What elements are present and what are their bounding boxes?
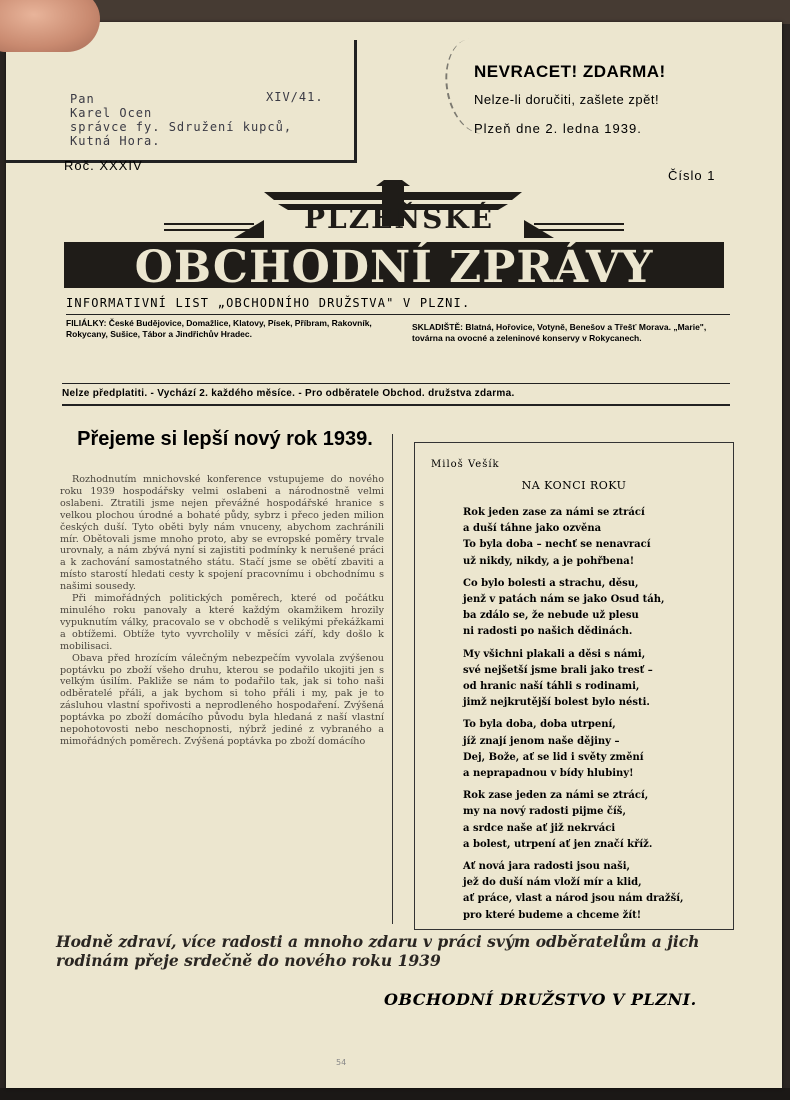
poem-line: od hranic naší táhli s rodinami, bbox=[463, 681, 640, 693]
poem-line: ni radosti po našich dědinách. bbox=[463, 626, 633, 638]
return-note: Nelze-li doručiti, zašlete zpět! bbox=[474, 92, 660, 107]
poem-stanza bbox=[463, 859, 729, 924]
poem-stanza bbox=[463, 505, 729, 570]
poem-line: To byla doba – nechť se nenavrací bbox=[463, 539, 651, 551]
poem-stanza bbox=[463, 576, 729, 641]
issue-number: Číslo 1 bbox=[668, 168, 716, 183]
poem-line: My všichni plakali a děsi s námi, bbox=[463, 648, 646, 660]
thumb-holding-page bbox=[0, 0, 100, 52]
poem-line: my na nový radosti pijme číš, bbox=[463, 806, 626, 818]
background-table-bottom bbox=[0, 1088, 790, 1100]
address-line-4: Kutná Hora. bbox=[70, 134, 161, 148]
masthead-subtitle: INFORMATIVNÍ LIST „OBCHODNÍHO DRUŽSTVA" V PLZNI. bbox=[66, 296, 730, 315]
address-line-2: Karel Ocen bbox=[70, 106, 153, 120]
poem-line: Ať nová jara radosti jsou naši, bbox=[463, 861, 630, 873]
article-paragraph: Při mimořádných politických poměrech, které od počátku minulého roku panovaly a které každým okamžikem hrozily vypuknutím války, pracovalo se v obchodě s velikými překážkami a obtížemi. Obtíže tyto vyvrcholily v měsíci září, kdy došlo k mobilisaci. bbox=[60, 593, 384, 652]
poem-line: jíž znají jenom naše dějiny – bbox=[463, 735, 620, 747]
volume-label: Roč. XXXIV bbox=[64, 158, 143, 173]
background-table-top bbox=[0, 0, 790, 24]
poem-line: a duší táhne jako ozvěna bbox=[463, 523, 602, 535]
poem-line: Dej, Bože, ať se lid i světy změní bbox=[463, 751, 644, 763]
address-line-1: Pan bbox=[70, 92, 95, 106]
poem-line: Rok jeden zase za námi se ztrácí bbox=[463, 507, 645, 518]
column-divider bbox=[392, 434, 393, 924]
poem-line: a neprapadnou v bídy hlubiny! bbox=[463, 768, 634, 780]
poem-line: už nikdy, nikdy, a je pohřbena! bbox=[463, 555, 635, 567]
notice-do-not-return: NEVRACET! ZDARMA! bbox=[474, 62, 666, 81]
poem-line: ba zdálo se, že nebude už plesu bbox=[463, 610, 639, 622]
poem-line: a bolest, utrpení ať jen značí kříž. bbox=[463, 838, 653, 850]
signature: OBCHODNÍ DRUŽSTVO V PLZNI. bbox=[384, 990, 697, 1009]
poem-line: jež do duší nám vloží mír a klid, bbox=[463, 877, 642, 889]
poem-line: pro které budeme a chceme žít! bbox=[463, 909, 642, 921]
issue-date: Plzeň dne 2. ledna 1939. bbox=[474, 121, 642, 136]
masthead-title: OBCHODNÍ ZPRÁVY bbox=[134, 242, 654, 293]
poem-stanza bbox=[463, 647, 729, 712]
address-label bbox=[6, 40, 357, 163]
poem-line: Co bylo bolesti a strachu, děsu, bbox=[463, 577, 639, 589]
page-mark: 54 bbox=[336, 1058, 347, 1067]
masthead-top-word: PLZEŇSKÉ bbox=[303, 202, 494, 235]
poem-line: ať práce, vlast a národ jsou nám dražší, bbox=[463, 893, 684, 905]
new-year-wish: Hodně zdraví, více radosti a mnoho zdaru v práci svým odběratelům a jich rodinám přeje srdečně do nového roku 1939 bbox=[56, 932, 700, 970]
masthead bbox=[64, 162, 724, 292]
poem-line: Rok zase jeden za námi se ztrácí, bbox=[463, 790, 649, 802]
poem-line: To byla doba, doba utrpení, bbox=[463, 719, 616, 731]
poem-author: Miloš Vešík bbox=[431, 459, 500, 470]
address-line-3: správce fy. Sdružení kupců, bbox=[70, 120, 293, 134]
poem-box bbox=[414, 442, 734, 930]
subscription-line: Nelze předplatiti. - Vychází 2. každého měsíce. - Pro odběratele Obchod. družstva zdarma. bbox=[62, 383, 730, 406]
poem-line: jimž nejkrutější bolest bylo nésti. bbox=[463, 697, 650, 709]
address-code: XIV/41. bbox=[266, 90, 324, 104]
poem-line: své nejšetší jsme brali jako tresť – bbox=[463, 664, 653, 676]
article-paragraph: Obava před hrozícím válečným nebezpečím vyvolala zvýšenou poptávku po zboží všeho druhu, kterou se podařilo ukojiti jen s velkým úsilím. Pakliže se nám to podařilo tak, jak si toho naši odběratelé přáli, a jak bychom si toho přáli i my, pak je to zásluhou vlastní spořivosti a neprodleného hospodaření. Zvýšená poptávka po zboží domácího původu byla hledaná z naší vlastní nepohotovosti nebo neschopnosti, nýbrž jediné z vybraného a mimořádných poměrech. Zvýšená poptávka po zboží domácího bbox=[60, 652, 384, 747]
poem-line: jenž v patách nám se jako Osud táh, bbox=[463, 594, 665, 606]
poem-line: a srdce naše ať již nekrváci bbox=[463, 822, 616, 834]
poem-title: NA KONCI ROKU bbox=[521, 479, 627, 492]
article-paragraph: Rozhodnutím mnichovské konference vstupujeme do nového roku 1939 hospodářsky velmi oslabeni a národnostně velmi oslabeni. Ztratili jsme nejen převážné hospodářské hranice s velkou plochou úrodné a bohaté půdy, sybrz i přeco jeden milion českých duší. Tyto oběti byly nám vnuceny, abychom zachránili mír. Obětovali jsme mnoho proto, aby se evropské poměry trvale urovnaly, a nám zbývá nyní si zajistiti podmínky k nerušené práci a k zachování samostatného státu. Stačí jsme se obětí zbaviti a místo starostí hledati cesty k spojení pracovnímu i obchodnímu s našimi sousedy. bbox=[60, 474, 384, 593]
warehouses-list: SKLADIŠTĚ: Blatná, Hořovice, Votyně, Benešov a Třešť Morava. „Marie", továrna na ovocné a zeleninové konservy v Rokycanech. bbox=[412, 322, 707, 343]
article-headline: Přejeme si lepší nový rok 1939. bbox=[77, 428, 373, 450]
poem-stanza bbox=[463, 788, 729, 853]
article-body bbox=[60, 474, 384, 924]
poem-stanzas bbox=[463, 505, 729, 930]
branches-list: FILIÁLKY: České Budějovice, Domažlice, Klatovy, Písek, Příbram, Rakovník, Rokycany, Sušice, Tábor a Jindřichův Hradec. bbox=[66, 318, 372, 339]
poem-stanza bbox=[463, 717, 729, 782]
